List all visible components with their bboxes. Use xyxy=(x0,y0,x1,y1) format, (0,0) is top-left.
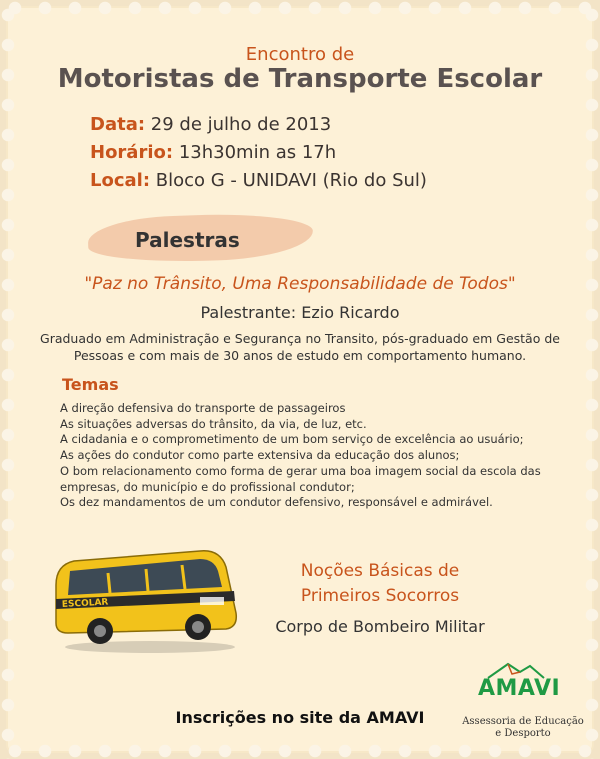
event-kicker: Encontro de xyxy=(245,44,355,65)
amavi-caption: Assessoria de Educação e Desporto xyxy=(462,716,584,739)
time-line xyxy=(90,142,336,163)
topic-item: A cidadania e o comprometimento de um bom serviço de excelência ao usuário; xyxy=(60,432,524,447)
perforation-top xyxy=(0,0,600,16)
bus-label: ESCOLAR xyxy=(61,597,109,610)
topic-item: O bom relacionamento como forma de gerar uma boa imagem social da escola das empresas, do município e do profissional condutor; xyxy=(60,463,541,494)
first-aid-title-line2: Primeiros Socorros xyxy=(300,586,460,606)
registration-note: Inscrições no site da AMAVI xyxy=(175,708,425,727)
perforation-left xyxy=(0,0,16,759)
place-value: Bloco G - UNIDAVI (Rio do Sul) xyxy=(155,170,427,191)
school-bus-icon xyxy=(50,535,240,655)
topic-item: As situações adversas do trânsito, da via, de luz, etc. xyxy=(60,416,367,431)
perforation-bottom xyxy=(0,743,600,759)
event-title: Motoristas de Transporte Escolar xyxy=(57,64,543,94)
first-aid-title-line1: Noções Básicas de xyxy=(300,561,460,581)
school-bus-image xyxy=(50,535,240,655)
speaker-bio: Graduado em Administração e Segurança no Transito, pós-graduado em Gestão de Pessoas e com mais de 30 anos de estudo em comportamento humano. xyxy=(40,331,560,363)
first-aid-title xyxy=(250,559,510,609)
speaker-name: Palestrante: Ezio Ricardo xyxy=(200,303,400,322)
topic-item: Os dez mandamentos de um condutor defensivo, responsável e admirável. xyxy=(60,495,493,510)
topics-list xyxy=(60,401,560,511)
place-line xyxy=(90,170,427,191)
place-label: Local: xyxy=(90,170,151,191)
topic-item: A direção defensiva do transporte de passageiros xyxy=(60,401,346,415)
first-aid-organization: Corpo de Bombeiro Militar xyxy=(275,617,485,636)
date-label: Data: xyxy=(90,114,146,135)
time-value: 13h30min as 17h xyxy=(178,142,337,163)
talks-heading: Palestras xyxy=(135,228,240,252)
date-line xyxy=(90,114,331,135)
time-label: Horário: xyxy=(90,142,174,163)
topics-heading: Temas xyxy=(62,375,119,394)
perforation-right xyxy=(584,0,600,759)
amavi-logo: AMAVI xyxy=(478,676,561,701)
topic-item: As ações do condutor como parte extensiva da educação dos alunos; xyxy=(60,448,460,463)
date-value: 29 de julho de 2013 xyxy=(150,114,332,135)
talk-title: "Paz no Trânsito, Uma Responsabilidade de Todos" xyxy=(84,274,516,294)
